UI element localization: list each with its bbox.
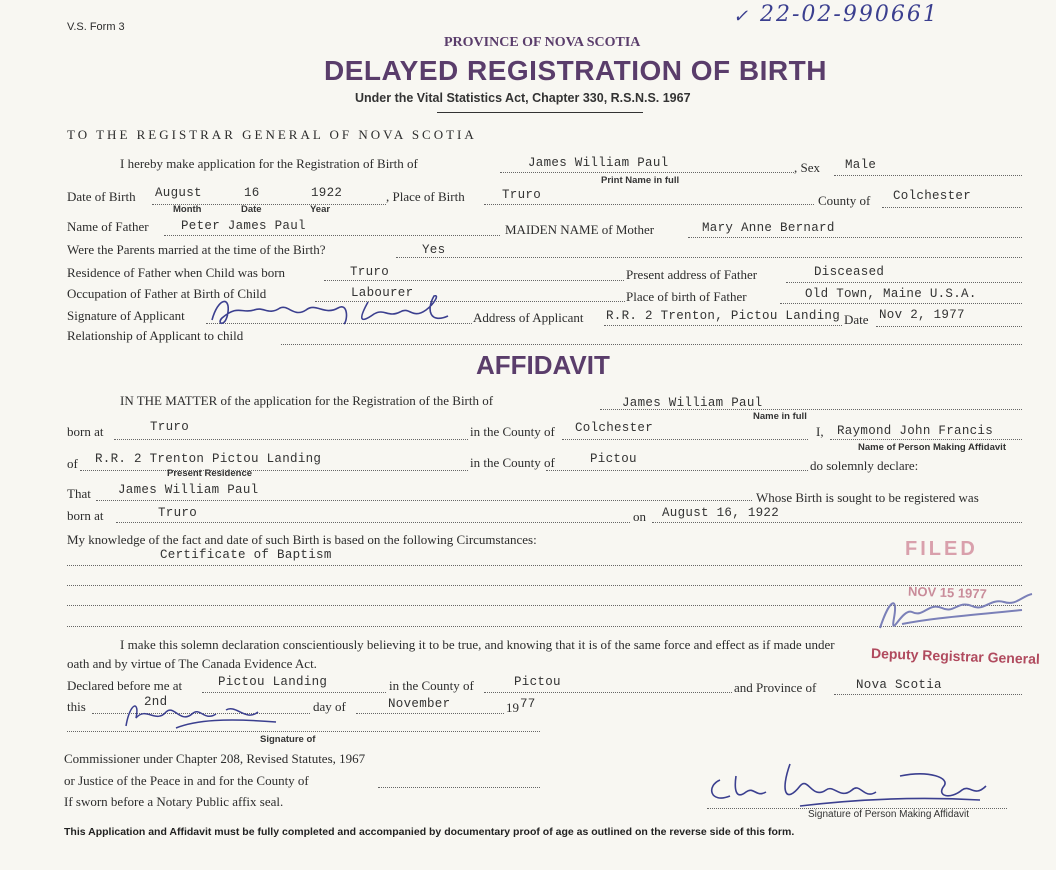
deponent-signature-icon [700, 756, 1000, 812]
declare-label: do solemnly declare: [810, 458, 919, 473]
present-address-value: Disceased [814, 265, 885, 279]
dots [688, 237, 1022, 238]
filed-date-stamp: NOV 15 1977 [907, 583, 988, 602]
dob-label: Date of Birth [67, 189, 136, 204]
footer-note: This Application and Affidavit must be fully completed and accompanied by documentary proof of age as outlined on the reverse side of this form. [64, 826, 795, 838]
dob-day-value: 16 [244, 186, 260, 200]
whose-birth-label: Whose Birth is sought to be registered was [756, 490, 979, 505]
dots [780, 303, 1022, 304]
dots [484, 204, 814, 205]
born-at2-value: Truro [158, 506, 198, 520]
occupation-value: Labourer [351, 286, 414, 300]
dots [164, 235, 500, 236]
residence-value: R.R. 2 Trenton Pictou Landing [95, 452, 322, 466]
dots [114, 439, 468, 440]
affidavit-heading: AFFIDAVIT [476, 350, 610, 380]
year-caption: Year [310, 204, 331, 215]
applicant-signature-icon [198, 290, 460, 332]
deputy-registrar-stamp: Deputy Registrar General [870, 645, 1041, 667]
dob-month-value: August [155, 186, 202, 200]
form-number: V.S. Form 3 [67, 21, 125, 33]
county-label: County of [818, 193, 871, 208]
day-value: 2nd [144, 695, 168, 709]
mother-name-value: Mary Anne Bernard [702, 221, 835, 235]
solemn-declaration-line1: I make this solemn declaration conscientiously believing it to be true, and knowing that it is of the same force and effect as if made under [120, 637, 835, 652]
father-birthplace-label: Place of birth of Father [626, 289, 747, 304]
dots [96, 500, 752, 501]
of-label: of [67, 456, 78, 471]
declared-province-value: Nova Scotia [856, 678, 942, 692]
province-heading: PROVINCE OF NOVA SCOTIA [444, 35, 641, 50]
dots [324, 280, 624, 281]
dots [67, 585, 1022, 586]
born-at2-label: born at [67, 508, 104, 523]
father-residence-label: Residence of Father when Child was born [67, 265, 286, 280]
date-caption: Date [241, 204, 262, 215]
dob-year-value: 1922 [311, 186, 343, 200]
mother-name-label: MAIDEN NAME of Mother [505, 222, 655, 237]
in-county3-label: in the County of [389, 678, 474, 693]
dots [834, 694, 1022, 695]
year-value: 77 [520, 697, 536, 711]
dots [652, 522, 1022, 523]
dots [834, 175, 1022, 176]
deponent-name-value: Raymond John Francis [837, 424, 994, 438]
relationship-label: Relationship of Applicant to child [67, 328, 244, 343]
dots [281, 344, 1022, 345]
father-birthplace-value: Old Town, Maine U.S.A. [805, 287, 977, 301]
place-of-birth-value: Truro [502, 188, 542, 202]
affidavit-county2-value: Pictou [590, 452, 637, 466]
registration-number: 22-02-990661 [760, 2, 939, 27]
that-name-value: James William Paul [118, 483, 259, 497]
place-of-birth-label: , Place of Birth [386, 189, 465, 204]
dots [378, 787, 540, 788]
on-date-value: August 16, 1922 [662, 506, 780, 520]
father-name-label: Name of Father [67, 219, 149, 234]
applicant-address-value: R.R. 2 Trenton, Pictou Landing [606, 309, 841, 323]
in-county-label: in the County of [470, 424, 555, 439]
on-label: on [633, 509, 646, 524]
year-prefix: 19 [506, 700, 519, 715]
applicant-address-label: Address of Applicant [473, 310, 584, 325]
dots [500, 172, 794, 173]
matter-label: IN THE MATTER of the application for the Registration of the Birth of [120, 393, 494, 408]
dots [786, 282, 1022, 283]
affidavit-name-value: James William Paul [622, 396, 763, 410]
occupation-label: Occupation of Father at Birth of Child [67, 286, 267, 301]
declared-label: Declared before me at [67, 678, 183, 693]
dots [484, 692, 732, 693]
dots [604, 325, 842, 326]
signature-label: Signature of Applicant [67, 308, 185, 323]
date-label: Date [844, 312, 869, 327]
married-label: Were the Parents married at the time of the Birth? [67, 242, 326, 257]
justice-label: or Justice of the Peace in and for the County of [64, 773, 309, 788]
dots [116, 522, 630, 523]
intro-label: I hereby make application for the Registration of Birth of [120, 156, 418, 171]
affidavit-county-value: Colchester [575, 421, 654, 435]
signature-of-caption: Signature of [260, 734, 316, 745]
present-address-label: Present address of Father [626, 267, 758, 282]
application-date-value: Nov 2, 1977 [879, 308, 965, 322]
dots [67, 731, 540, 732]
born-at-label: born at [67, 424, 104, 439]
born-at-value: Truro [150, 420, 190, 434]
registrar-signature-icon [872, 588, 1040, 636]
title-rule [437, 112, 643, 113]
in-county2-label: in the County of [470, 455, 555, 470]
father-residence-value: Truro [350, 265, 390, 279]
addressee-line: TO THE REGISTRAR GENERAL OF NOVA SCOTIA [67, 127, 477, 142]
county-value: Colchester [893, 189, 972, 203]
sex-value: Male [845, 158, 877, 172]
dots [396, 257, 1022, 258]
print-name-caption: Print Name in full [601, 175, 680, 186]
deponent-caption: Name of Person Making Affidavit [858, 442, 1006, 453]
dots [356, 713, 504, 714]
page-title: DELAYED REGISTRATION OF BIRTH [324, 55, 827, 86]
dots [67, 565, 1022, 566]
commissioner-label: Commissioner under Chapter 208, Revised Statutes, 1967 [64, 751, 366, 766]
father-name-value: Peter James Paul [181, 219, 306, 233]
notary-label: If sworn before a Notary Public affix seal. [64, 794, 284, 809]
i-label: I, [816, 424, 824, 439]
dots [80, 470, 468, 471]
knowledge-label: My knowledge of the fact and date of such Birth is based on the following Circumstances: [67, 532, 537, 547]
this-label: this [67, 699, 86, 714]
day-of-label: day of [313, 699, 346, 714]
solemn-declaration-line2: oath and by virtue of The Canada Evidence Act. [67, 656, 317, 671]
dots [830, 439, 1022, 440]
that-label: That [67, 486, 91, 501]
month-caption: Month [173, 204, 202, 215]
dots [202, 692, 386, 693]
dots [882, 207, 1022, 208]
name-full-caption: Name in full [753, 411, 807, 422]
declared-at-value: Pictou Landing [218, 675, 328, 689]
filed-stamp: FILED [905, 538, 978, 560]
sex-label: , Sex [794, 160, 820, 175]
declared-county-value: Pictou [514, 675, 561, 689]
commissioner-signature-icon [116, 696, 286, 736]
dots [562, 439, 808, 440]
circumstance-value: Certificate of Baptism [160, 548, 332, 562]
child-name-value: James William Paul [528, 156, 669, 170]
page-subtitle: Under the Vital Statistics Act, Chapter 330, R.S.N.S. 1967 [355, 91, 691, 105]
check-mark-icon: ✓ [733, 6, 749, 27]
residence-caption: Present Residence [167, 468, 253, 479]
married-value: Yes [422, 243, 446, 257]
province-label: and Province of [734, 680, 817, 695]
dots [876, 326, 1022, 327]
month-value: November [388, 697, 451, 711]
dots [546, 470, 808, 471]
deponent-signature-caption: Signature of Person Making Affidavit [808, 809, 970, 820]
